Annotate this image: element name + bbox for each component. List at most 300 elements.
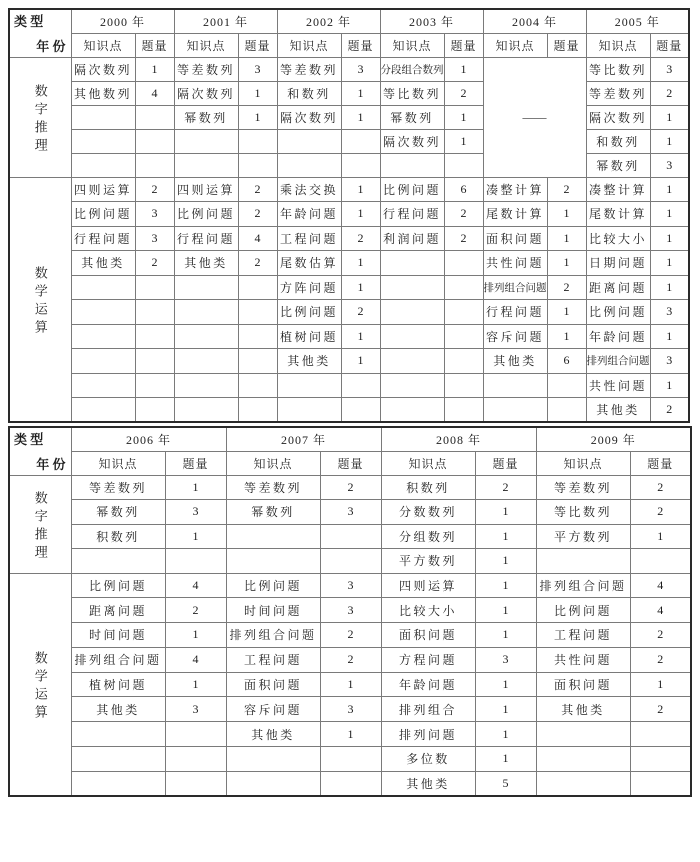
knowledge-point-cell xyxy=(174,275,238,300)
knowledge-point-cell: 共性问题 xyxy=(536,647,630,672)
knowledge-point-cell: 行程问题 xyxy=(174,226,238,251)
year-header: 2008 年 xyxy=(381,427,536,451)
knowledge-point-cell: 隔次数列 xyxy=(380,129,444,153)
knowledge-point-header: 知识点 xyxy=(536,451,630,475)
knowledge-point-cell: 利润问题 xyxy=(380,226,444,251)
knowledge-point-cell: 隔次数列 xyxy=(174,81,238,105)
knowledge-point-cell: 面积问题 xyxy=(536,672,630,697)
knowledge-point-cell: 分段组合数列 xyxy=(380,57,444,81)
knowledge-point-cell: 尾数计算 xyxy=(483,202,547,227)
knowledge-point-cell: 植树问题 xyxy=(277,324,341,349)
knowledge-point-cell xyxy=(174,373,238,398)
knowledge-point-cell: 其他类 xyxy=(586,398,650,423)
knowledge-point-cell xyxy=(277,373,341,398)
knowledge-point-cell: 方程问题 xyxy=(381,647,475,672)
corner-label-year: 年 份 xyxy=(36,457,66,473)
knowledge-point-cell: 年龄问题 xyxy=(586,324,650,349)
question-count-cell: 2 xyxy=(547,177,586,202)
knowledge-point-cell xyxy=(277,398,341,423)
knowledge-point-cell: 其他类 xyxy=(71,697,165,722)
question-count-cell xyxy=(135,105,174,129)
knowledge-point-cell: 时间问题 xyxy=(71,623,165,648)
knowledge-point-cell: 距离问题 xyxy=(71,598,165,623)
question-count-cell: 3 xyxy=(650,153,689,177)
question-count-cell xyxy=(444,300,483,325)
question-count-cell xyxy=(444,398,483,423)
corner-label-type: 类 型 xyxy=(14,14,44,30)
corner-header-cell xyxy=(9,427,71,475)
knowledge-point-cell xyxy=(380,300,444,325)
question-count-cell xyxy=(165,771,226,796)
exam-stats-table-2006-2009 xyxy=(8,426,692,797)
question-count-cell: 3 xyxy=(320,598,381,623)
knowledge-point-cell: 比较大小 xyxy=(381,598,475,623)
knowledge-point-cell: 积数列 xyxy=(71,524,165,549)
knowledge-point-cell: 积数列 xyxy=(381,475,475,500)
knowledge-point-cell xyxy=(536,771,630,796)
row-group-label-number-reasoning xyxy=(9,57,71,177)
knowledge-point-cell: 比例问题 xyxy=(380,177,444,202)
question-count-cell xyxy=(341,398,380,423)
knowledge-point-cell: 等比数列 xyxy=(380,81,444,105)
question-count-cell: 1 xyxy=(547,300,586,325)
question-count-cell: 1 xyxy=(650,202,689,227)
question-count-cell xyxy=(630,771,691,796)
knowledge-point-cell: 其他类 xyxy=(71,251,135,276)
knowledge-point-header: 知识点 xyxy=(586,33,650,57)
knowledge-point-cell: 其他数列 xyxy=(71,81,135,105)
knowledge-point-cell: 平方数列 xyxy=(536,524,630,549)
question-count-cell xyxy=(444,349,483,374)
question-count-cell xyxy=(135,300,174,325)
row-group-label-math-operation xyxy=(9,573,71,796)
question-count-cell xyxy=(238,300,277,325)
question-count-cell xyxy=(135,153,174,177)
year-header: 2003 年 xyxy=(380,9,483,33)
knowledge-point-cell: 分组数列 xyxy=(381,524,475,549)
question-count-cell: 2 xyxy=(630,500,691,525)
knowledge-point-cell xyxy=(71,747,165,772)
knowledge-point-cell: 其他类 xyxy=(226,722,320,747)
knowledge-point-cell: 凑整计算 xyxy=(483,177,547,202)
knowledge-point-header: 知识点 xyxy=(226,451,320,475)
knowledge-point-cell xyxy=(71,373,135,398)
year-header: 2009 年 xyxy=(536,427,691,451)
question-count-cell xyxy=(630,722,691,747)
question-count-cell: 1 xyxy=(238,81,277,105)
knowledge-point-cell: 平方数列 xyxy=(381,549,475,574)
exam-stats-table-2000-2005 xyxy=(8,8,690,423)
question-count-cell: 1 xyxy=(238,105,277,129)
year-header: 2006 年 xyxy=(71,427,226,451)
question-count-cell: 4 xyxy=(165,647,226,672)
question-count-cell: 1 xyxy=(475,623,536,648)
question-count-cell: 6 xyxy=(547,349,586,374)
question-count-header: 题量 xyxy=(341,33,380,57)
knowledge-point-cell xyxy=(226,771,320,796)
knowledge-point-cell: 其他类 xyxy=(174,251,238,276)
question-count-cell: 1 xyxy=(135,57,174,81)
knowledge-point-cell: 容斥问题 xyxy=(226,697,320,722)
question-count-header: 题量 xyxy=(475,451,536,475)
question-count-cell: 3 xyxy=(135,202,174,227)
knowledge-point-cell xyxy=(71,771,165,796)
knowledge-point-cell: 排列组合 xyxy=(381,697,475,722)
question-count-cell: 1 xyxy=(165,672,226,697)
question-count-cell: 1 xyxy=(341,275,380,300)
question-count-cell: 1 xyxy=(341,349,380,374)
question-count-cell: 1 xyxy=(165,475,226,500)
knowledge-point-cell: 等差数列 xyxy=(174,57,238,81)
knowledge-point-cell: 方阵问题 xyxy=(277,275,341,300)
knowledge-point-cell: 和数列 xyxy=(277,81,341,105)
question-count-cell: 3 xyxy=(135,226,174,251)
question-count-cell: 4 xyxy=(630,598,691,623)
question-count-cell: 3 xyxy=(238,57,277,81)
question-count-cell: 2 xyxy=(650,81,689,105)
knowledge-point-cell: 排列问题 xyxy=(381,722,475,747)
question-count-header: 题量 xyxy=(165,451,226,475)
corner-label-type: 类 型 xyxy=(14,432,44,448)
question-count-cell xyxy=(320,747,381,772)
question-count-cell: 2 xyxy=(341,300,380,325)
knowledge-point-cell: 四则运算 xyxy=(174,177,238,202)
row-group-label-text: 数学运算 xyxy=(32,265,48,338)
knowledge-point-cell: 其他类 xyxy=(277,349,341,374)
knowledge-point-cell xyxy=(380,398,444,423)
question-count-cell: 3 xyxy=(320,500,381,525)
knowledge-point-cell: 年龄问题 xyxy=(381,672,475,697)
question-count-cell xyxy=(320,524,381,549)
question-count-cell xyxy=(444,275,483,300)
knowledge-point-cell: 工程问题 xyxy=(536,623,630,648)
question-count-header: 题量 xyxy=(135,33,174,57)
knowledge-point-cell xyxy=(380,373,444,398)
knowledge-point-cell: 比较大小 xyxy=(586,226,650,251)
question-count-header: 题量 xyxy=(630,451,691,475)
knowledge-point-cell: 等差数列 xyxy=(536,475,630,500)
knowledge-point-cell xyxy=(536,747,630,772)
knowledge-point-cell: 比例问题 xyxy=(71,202,135,227)
knowledge-point-cell xyxy=(536,722,630,747)
no-data-dash-cell: —— xyxy=(483,57,586,177)
question-count-cell: 6 xyxy=(444,177,483,202)
knowledge-point-cell: 隔次数列 xyxy=(71,57,135,81)
question-count-cell: 1 xyxy=(650,129,689,153)
knowledge-point-cell xyxy=(71,275,135,300)
question-count-cell xyxy=(341,129,380,153)
knowledge-point-cell xyxy=(380,349,444,374)
question-count-cell xyxy=(444,251,483,276)
corner-header-cell xyxy=(9,9,71,57)
knowledge-point-cell: 和数列 xyxy=(586,129,650,153)
question-count-cell: 2 xyxy=(341,226,380,251)
question-count-cell xyxy=(238,324,277,349)
knowledge-point-cell: 多位数 xyxy=(381,747,475,772)
knowledge-point-cell: 等差数列 xyxy=(226,475,320,500)
question-count-cell: 2 xyxy=(444,81,483,105)
question-count-cell: 3 xyxy=(650,300,689,325)
knowledge-point-cell: 植树问题 xyxy=(71,672,165,697)
question-count-cell: 1 xyxy=(341,105,380,129)
question-count-cell xyxy=(238,153,277,177)
question-count-cell: 1 xyxy=(165,524,226,549)
question-count-cell xyxy=(135,398,174,423)
knowledge-point-cell: 隔次数列 xyxy=(277,105,341,129)
question-count-cell: 3 xyxy=(341,57,380,81)
question-count-cell xyxy=(444,324,483,349)
knowledge-point-cell: 等差数列 xyxy=(277,57,341,81)
year-header: 2007 年 xyxy=(226,427,381,451)
question-count-cell xyxy=(238,398,277,423)
question-count-cell: 1 xyxy=(475,747,536,772)
question-count-cell: 3 xyxy=(475,647,536,672)
question-count-cell xyxy=(135,324,174,349)
question-count-cell: 1 xyxy=(630,672,691,697)
question-count-cell: 1 xyxy=(475,672,536,697)
question-count-cell: 2 xyxy=(238,251,277,276)
knowledge-point-cell: 共性问题 xyxy=(586,373,650,398)
knowledge-point-cell: 比例问题 xyxy=(586,300,650,325)
knowledge-point-cell: 共性问题 xyxy=(483,251,547,276)
knowledge-point-cell xyxy=(174,349,238,374)
knowledge-point-cell: 等差数列 xyxy=(586,81,650,105)
knowledge-point-cell: 比例问题 xyxy=(277,300,341,325)
question-count-cell: 1 xyxy=(547,251,586,276)
question-count-cell xyxy=(165,549,226,574)
knowledge-point-cell xyxy=(174,398,238,423)
question-count-cell xyxy=(238,129,277,153)
knowledge-point-cell: 排列组合问题 xyxy=(586,349,650,374)
question-count-cell xyxy=(238,349,277,374)
knowledge-point-header: 知识点 xyxy=(380,33,444,57)
question-count-cell xyxy=(165,722,226,747)
knowledge-point-cell: 日期问题 xyxy=(586,251,650,276)
knowledge-point-cell: 其他类 xyxy=(536,697,630,722)
knowledge-point-cell xyxy=(71,722,165,747)
knowledge-point-cell: 行程问题 xyxy=(71,226,135,251)
question-count-cell: 3 xyxy=(650,57,689,81)
knowledge-point-cell xyxy=(483,398,547,423)
group-label-wrap xyxy=(10,261,71,338)
knowledge-point-cell: 排列组合问题 xyxy=(226,623,320,648)
knowledge-point-cell: 四则运算 xyxy=(381,573,475,598)
knowledge-point-cell xyxy=(226,524,320,549)
question-count-cell: 1 xyxy=(650,251,689,276)
question-count-cell: 2 xyxy=(238,177,277,202)
knowledge-point-cell xyxy=(71,324,135,349)
knowledge-point-cell: 等比数列 xyxy=(586,57,650,81)
question-count-cell: 1 xyxy=(341,324,380,349)
question-count-cell: 1 xyxy=(341,202,380,227)
question-count-cell xyxy=(238,275,277,300)
question-count-cell: 1 xyxy=(341,177,380,202)
question-count-cell xyxy=(165,747,226,772)
knowledge-point-cell xyxy=(277,153,341,177)
question-count-cell xyxy=(238,373,277,398)
question-count-cell xyxy=(547,373,586,398)
question-count-cell: 4 xyxy=(165,573,226,598)
knowledge-point-cell: 排列组合问题 xyxy=(483,275,547,300)
knowledge-point-cell: 比例问题 xyxy=(71,573,165,598)
knowledge-point-cell: 容斥问题 xyxy=(483,324,547,349)
question-count-cell: 1 xyxy=(444,129,483,153)
knowledge-point-cell: 比例问题 xyxy=(226,573,320,598)
knowledge-point-cell: 其他类 xyxy=(381,771,475,796)
question-count-cell xyxy=(320,549,381,574)
question-count-cell xyxy=(135,349,174,374)
question-count-cell: 2 xyxy=(630,647,691,672)
question-count-cell: 3 xyxy=(165,697,226,722)
knowledge-point-cell: 工程问题 xyxy=(277,226,341,251)
knowledge-point-cell xyxy=(380,324,444,349)
question-count-cell: 4 xyxy=(238,226,277,251)
question-count-cell: 1 xyxy=(475,697,536,722)
question-count-cell: 3 xyxy=(320,697,381,722)
question-count-cell xyxy=(444,373,483,398)
knowledge-point-cell xyxy=(277,129,341,153)
question-count-cell: 1 xyxy=(320,672,381,697)
knowledge-point-cell: 幂数列 xyxy=(226,500,320,525)
question-count-cell: 1 xyxy=(475,549,536,574)
question-count-cell: 1 xyxy=(650,105,689,129)
question-count-cell: 1 xyxy=(475,598,536,623)
question-count-cell: 3 xyxy=(650,349,689,374)
knowledge-point-cell: 幂数列 xyxy=(380,105,444,129)
knowledge-point-cell: 排列组合问题 xyxy=(536,573,630,598)
knowledge-point-cell xyxy=(71,549,165,574)
knowledge-point-cell: 行程问题 xyxy=(380,202,444,227)
question-count-cell xyxy=(135,129,174,153)
year-header: 2004 年 xyxy=(483,9,586,33)
question-count-cell: 2 xyxy=(630,623,691,648)
question-count-cell xyxy=(341,373,380,398)
knowledge-point-cell: 工程问题 xyxy=(226,647,320,672)
question-count-cell: 3 xyxy=(320,573,381,598)
knowledge-point-cell xyxy=(71,129,135,153)
question-count-cell: 1 xyxy=(650,373,689,398)
row-group-label-text: 数字推理 xyxy=(32,83,48,156)
question-count-cell: 1 xyxy=(650,226,689,251)
knowledge-point-cell xyxy=(536,549,630,574)
question-count-cell xyxy=(630,549,691,574)
question-count-cell: 2 xyxy=(135,251,174,276)
question-count-cell: 2 xyxy=(444,226,483,251)
knowledge-point-cell xyxy=(174,129,238,153)
question-count-cell: 2 xyxy=(165,598,226,623)
question-count-cell: 1 xyxy=(650,177,689,202)
knowledge-point-cell xyxy=(71,153,135,177)
knowledge-point-header: 知识点 xyxy=(71,33,135,57)
knowledge-point-cell xyxy=(174,153,238,177)
knowledge-point-cell: 行程问题 xyxy=(483,300,547,325)
knowledge-point-cell xyxy=(380,153,444,177)
question-count-cell: 2 xyxy=(547,275,586,300)
year-header: 2000 年 xyxy=(71,9,174,33)
knowledge-point-cell: 排列组合问题 xyxy=(71,647,165,672)
knowledge-point-cell xyxy=(380,275,444,300)
group-label-wrap xyxy=(10,486,71,563)
question-count-cell: 3 xyxy=(165,500,226,525)
question-count-header: 题量 xyxy=(320,451,381,475)
knowledge-point-cell: 尾数计算 xyxy=(586,202,650,227)
question-count-header: 题量 xyxy=(444,33,483,57)
knowledge-point-cell: 距离问题 xyxy=(586,275,650,300)
knowledge-point-header: 知识点 xyxy=(174,33,238,57)
question-count-cell: 2 xyxy=(320,475,381,500)
question-count-cell: 1 xyxy=(444,57,483,81)
question-count-cell: 1 xyxy=(320,722,381,747)
question-count-cell: 2 xyxy=(630,697,691,722)
knowledge-point-cell xyxy=(71,105,135,129)
knowledge-point-cell: 时间问题 xyxy=(226,598,320,623)
question-count-cell: 1 xyxy=(630,524,691,549)
year-header: 2005 年 xyxy=(586,9,689,33)
question-count-cell xyxy=(444,153,483,177)
question-count-cell: 1 xyxy=(650,275,689,300)
knowledge-point-cell: 面积问题 xyxy=(483,226,547,251)
question-count-cell: 2 xyxy=(320,623,381,648)
knowledge-point-header: 知识点 xyxy=(71,451,165,475)
question-count-cell: 1 xyxy=(547,202,586,227)
group-label-wrap xyxy=(10,79,71,156)
knowledge-point-cell: 隔次数列 xyxy=(586,105,650,129)
question-count-cell xyxy=(630,747,691,772)
knowledge-point-cell xyxy=(71,349,135,374)
knowledge-point-header: 知识点 xyxy=(277,33,341,57)
question-count-cell: 1 xyxy=(547,324,586,349)
question-count-cell: 1 xyxy=(165,623,226,648)
question-count-header: 题量 xyxy=(238,33,277,57)
knowledge-point-cell: 等差数列 xyxy=(71,475,165,500)
question-count-cell: 2 xyxy=(135,177,174,202)
question-count-cell: 1 xyxy=(341,251,380,276)
group-label-wrap xyxy=(10,646,71,723)
knowledge-point-cell xyxy=(174,300,238,325)
question-count-header: 题量 xyxy=(650,33,689,57)
question-count-cell: 2 xyxy=(475,475,536,500)
corner-label-year: 年 份 xyxy=(36,39,66,55)
question-count-cell: 4 xyxy=(135,81,174,105)
question-count-cell: 2 xyxy=(238,202,277,227)
question-count-header: 题量 xyxy=(547,33,586,57)
knowledge-point-cell: 面积问题 xyxy=(381,623,475,648)
knowledge-point-cell xyxy=(71,300,135,325)
question-count-cell: 1 xyxy=(547,226,586,251)
knowledge-point-header: 知识点 xyxy=(483,33,547,57)
knowledge-point-cell: 四则运算 xyxy=(71,177,135,202)
row-group-label-text: 数字推理 xyxy=(32,490,48,563)
knowledge-point-cell: 等比数列 xyxy=(536,500,630,525)
knowledge-point-cell: 凑整计算 xyxy=(586,177,650,202)
question-count-cell xyxy=(135,275,174,300)
knowledge-point-cell: 尾数估算 xyxy=(277,251,341,276)
knowledge-point-header: 知识点 xyxy=(381,451,475,475)
question-count-cell: 2 xyxy=(444,202,483,227)
question-count-cell xyxy=(341,153,380,177)
question-count-cell: 1 xyxy=(341,81,380,105)
row-group-label-number-reasoning xyxy=(9,475,71,573)
question-count-cell: 2 xyxy=(630,475,691,500)
question-count-cell xyxy=(547,398,586,423)
knowledge-point-cell: 幂数列 xyxy=(71,500,165,525)
knowledge-point-cell: 比例问题 xyxy=(174,202,238,227)
row-group-label-text: 数学运算 xyxy=(32,650,48,723)
year-header: 2001 年 xyxy=(174,9,277,33)
knowledge-point-cell xyxy=(226,747,320,772)
knowledge-point-cell xyxy=(71,398,135,423)
knowledge-point-cell: 分数数列 xyxy=(381,500,475,525)
